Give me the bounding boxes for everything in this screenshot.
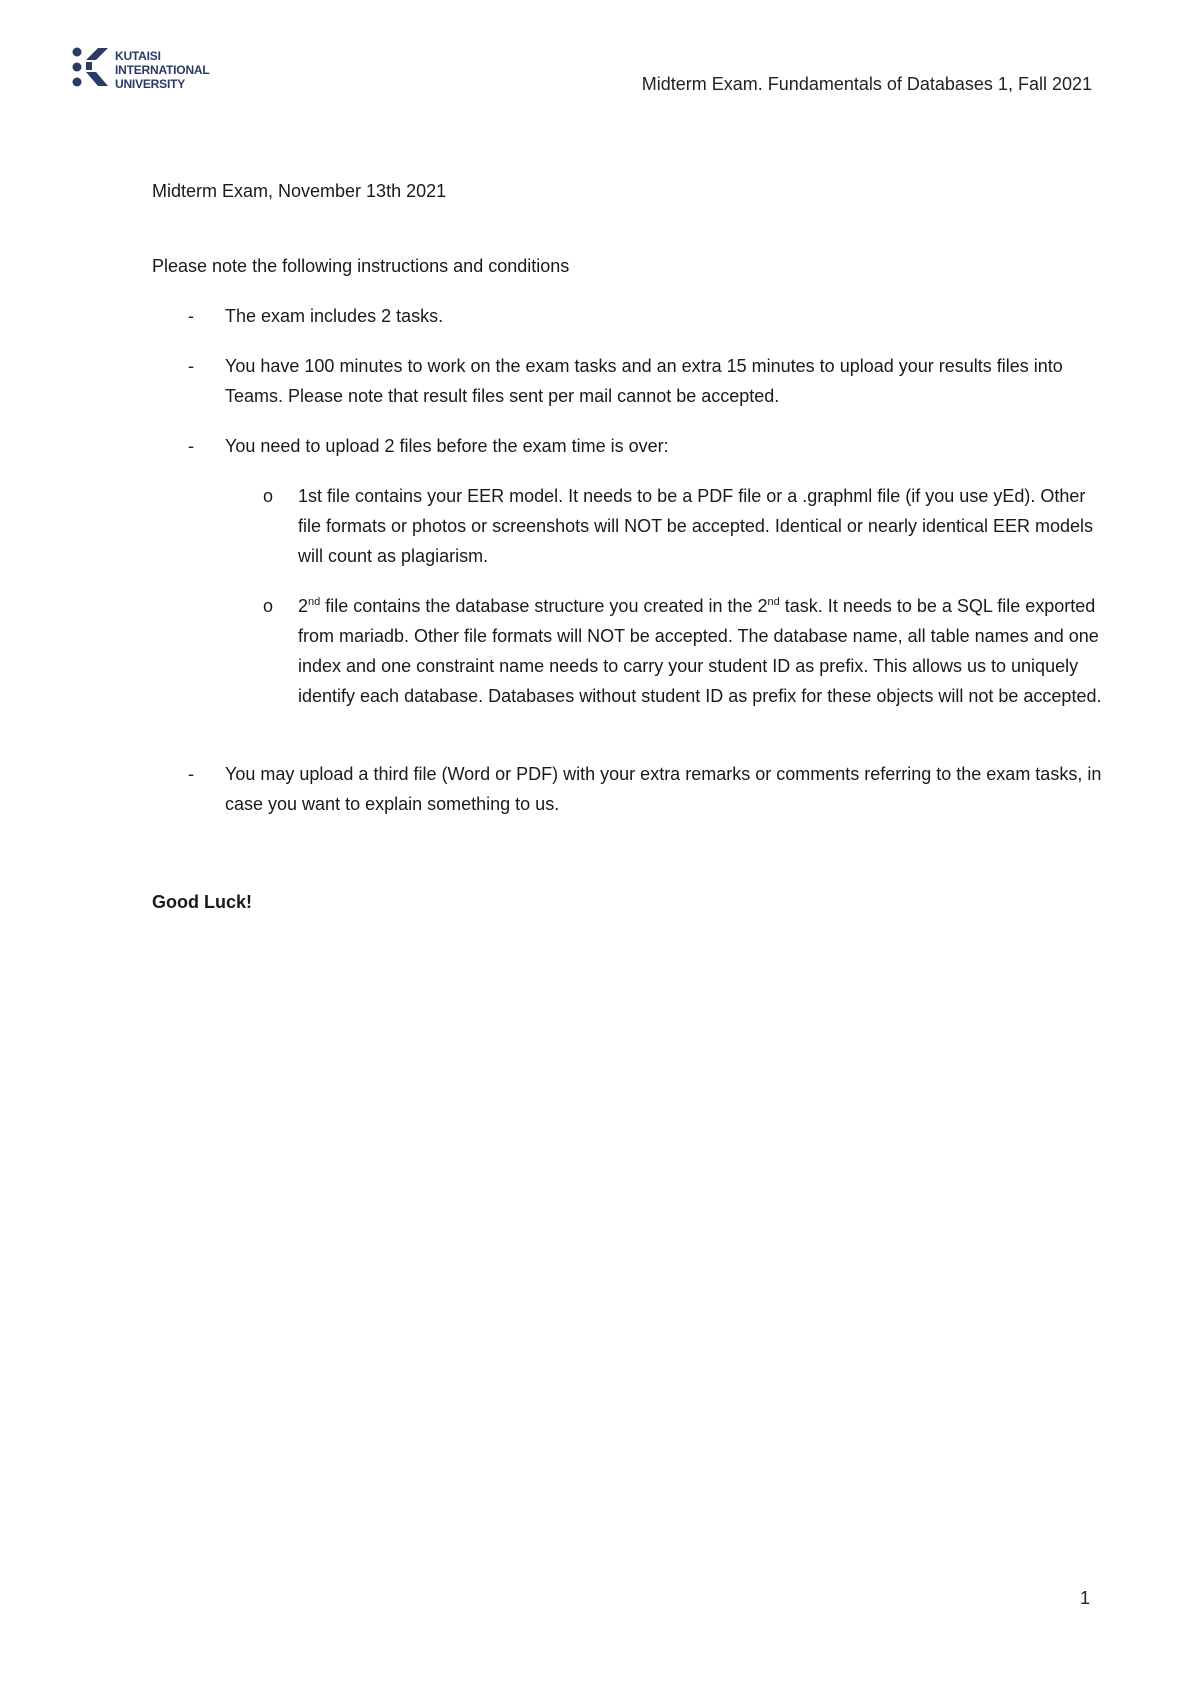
upload-files-sublist	[225, 481, 1102, 711]
dash-bullet: -	[188, 764, 194, 784]
sublist-item	[225, 481, 1102, 571]
list-item-text: The exam includes 2 tasks.	[225, 306, 444, 326]
dash-bullet: -	[188, 306, 194, 326]
logo-line: INTERNATIONAL	[115, 63, 210, 77]
instructions-intro: Please note the following instructions and conditions	[152, 256, 570, 276]
list-item-text: You have 100 minutes to work on the exam tasks and an extra 15 minutes to upload your results files into Teams. Please note that result files sent per mail cannot be accepted.	[225, 356, 1063, 406]
logo-line: UNIVERSITY	[115, 77, 186, 91]
list-item	[152, 759, 1102, 819]
document-body	[152, 176, 1102, 935]
circle-bullet: o	[263, 486, 274, 506]
page-number: 1	[1079, 1588, 1090, 1608]
dash-bullet: -	[188, 436, 194, 456]
header-title: Midterm Exam. Fundamentals of Databases 1, Fall 2021	[641, 74, 1092, 94]
logo-line: KUTAISI	[115, 49, 161, 63]
kiu-logo-icon	[72, 46, 112, 90]
list-item	[152, 351, 1102, 411]
sublist-item-text: 1st file contains your EER model. It needs to be a PDF file or a .graphml file (if you use yEd). Other file formats or photos or screenshots will NOT be accepted. Identical or nearly identical EER models will count as plagiarism.	[298, 486, 1094, 566]
dash-bullet: -	[188, 356, 194, 376]
logo-wordmark	[115, 49, 210, 91]
circle-bullet: o	[263, 596, 274, 616]
sublist-item-text: 2nd file contains the database structure you created in the 2nd task. It needs to be a SQL file exported from mariadb. Other file formats will NOT be accepted. The database name, all table names and one index and one constraint name needs to carry your student ID as prefix. This allows us to uniquely identify each database. Databases without student ID as prefix for these objects will not be accepted.	[298, 596, 1102, 706]
closing-text: Good Luck!	[152, 892, 252, 912]
list-item-text: You need to upload 2 files before the exam time is over:	[225, 436, 669, 456]
university-logo	[72, 46, 232, 92]
list-item	[152, 431, 1102, 711]
exam-date-heading: Midterm Exam, November 13th 2021	[152, 181, 447, 201]
sublist-item	[225, 591, 1102, 711]
list-item	[152, 301, 1102, 331]
instructions-list	[152, 301, 1102, 819]
list-item-text: You may upload a third file (Word or PDF) with your extra remarks or comments referring to the exam tasks, in case you want to explain something to us.	[225, 764, 1102, 814]
